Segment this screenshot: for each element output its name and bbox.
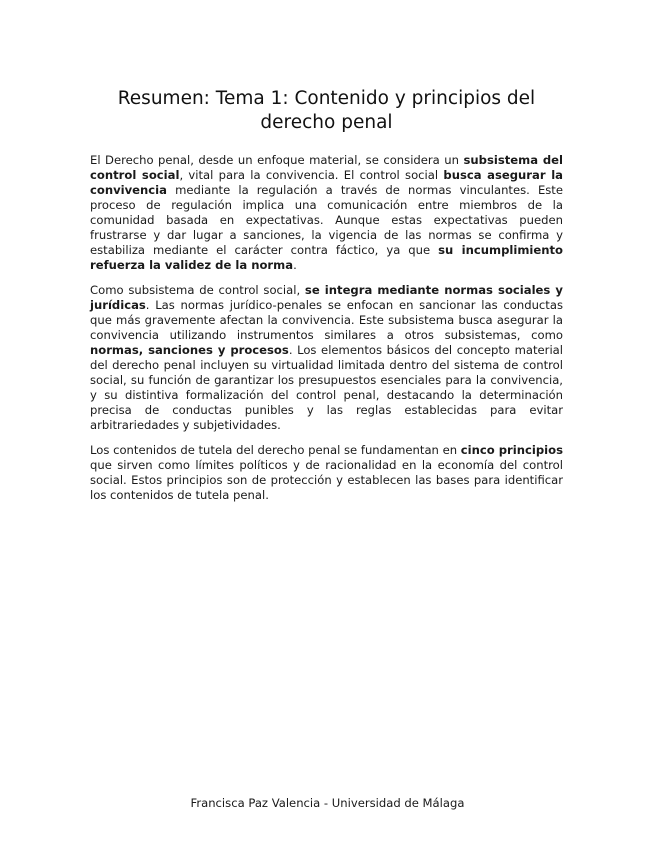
paragraph-2-run-2: se integra mediante normas sociales y jurídicas	[90, 283, 563, 312]
paragraph-1-run-6: su incumplimiento refuerza la validez de la norma	[90, 243, 563, 272]
document-body	[90, 153, 563, 513]
paragraph-2-run-5: . Los elementos básicos del concepto material del derecho penal incluyen su virtualidad limitada dentro del sistema de control social, su función de garantizar los presupuestos esenciales para la convivencia, y su distintiva formalización del control penal, destacando la determinación precisa de conductas punibles y las reglas establecidas para evitar arbitrariedades y subjetividades.	[90, 343, 563, 432]
paragraph-1-run-2: subsistema del control social	[90, 153, 564, 182]
paragraph-3-run-2: cinco principios	[460, 443, 563, 457]
paragraph-1	[90, 153, 563, 273]
paragraph-2-run-1: Como subsistema de control social,	[90, 283, 305, 297]
paragraph-2	[90, 283, 563, 433]
paragraph-2-run-3: . Las normas jurídico-penales se enfocan en sancionar las conductas que más gravemente afectan la convivencia. Este subsistema busca asegurar la convivencia utilizando instrumentos similares a otros subsistemas, como	[90, 298, 563, 342]
document-title: Resumen: Tema 1: Contenido y principios del derecho penal	[117, 88, 536, 133]
paragraph-1-run-1: El Derecho penal, desde un enfoque material, se considera un	[90, 153, 464, 167]
paragraph-3	[90, 443, 563, 503]
paragraph-1-run-7: .	[293, 258, 297, 272]
paragraph-3-run-3: que sirven como límites políticos y de racionalidad en la economía del control social. Estos principios son de protección y establecen las bases para identificar los contenidos de tutela penal.	[90, 458, 563, 502]
paragraph-1-run-4: busca asegurar la convivencia	[90, 168, 563, 197]
paragraph-1-run-5: mediante la regulación a través de normas vinculantes. Este proceso de regulación implica una comunicación entre miembros de la comunidad basada en expectativas. Aunque estas expectativas pueden frustrarse y dar lugar a sanciones, la vigencia de las normas se confirma y estabiliza mediante el carácter contra fáctico, ya que	[90, 183, 563, 257]
page-footer: Francisca Paz Valencia - Universidad de Málaga	[190, 796, 465, 810]
paragraph-2-run-4: normas, sanciones y procesos	[90, 343, 289, 357]
paragraph-3-run-1: Los contenidos de tutela del derecho penal se fundamentan en	[90, 443, 461, 457]
paragraph-1-run-3: , vital para la convivencia. El control social	[179, 168, 444, 182]
